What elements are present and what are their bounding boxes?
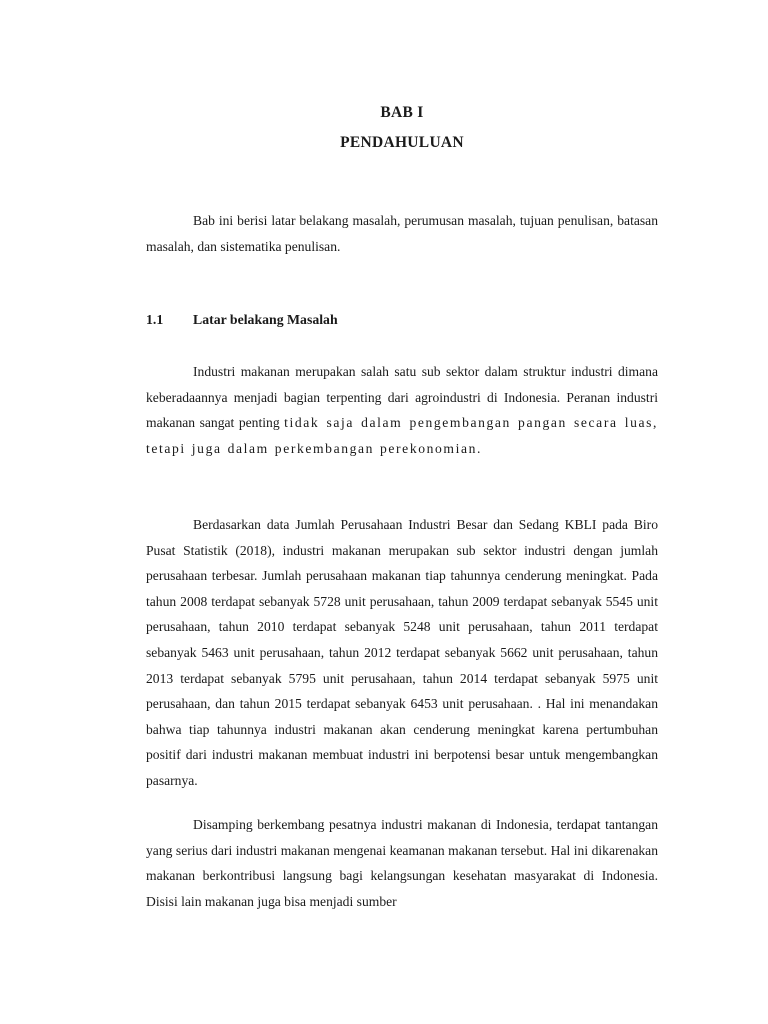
chapter-number: BAB I (380, 104, 424, 121)
paragraph-food-industry-role (146, 359, 658, 461)
intro-paragraph: Bab ini berisi latar belakang masalah, perumusan masalah, tujuan penulisan, batasan masalah, dan sistematika penulisan. (146, 213, 658, 254)
section-number: 1.1 (146, 312, 164, 327)
paragraph-text: Industri makanan merupakan salah satu sub sektor dalam struktur industri dimana keberadaannya menjadi bagian terpenting dari agroindustri di Indonesia. Peranan industri makanan sangat penting (146, 364, 658, 431)
section-title: Latar belakang Masalah (193, 312, 338, 327)
section-heading (146, 312, 658, 328)
paragraph-text-spaced: tidak saja dalam pengembangan pangan secara luas, tetapi juga dalam perkembangan perekonomian. (146, 415, 658, 456)
chapter-title: PENDAHULUAN (340, 134, 464, 151)
paragraph-food-safety: Disamping berkembang pesatnya industri makanan di Indonesia, terdapat tantangan yang serius dari industri makanan mengenai keamanan makanan tersebut. Hal ini dikarenakan makanan berkontribusi langsung bagi kelangsungan kesehatan masyarakat di Indonesia. Disisi lain makanan juga bisa menjadi sumber (146, 817, 658, 909)
paragraph-company-statistics: Berdasarkan data Jumlah Perusahaan Industri Besar dan Sedang KBLI pada Biro Pusat Statistik (2018), industri makanan merupakan sub sektor industri dengan jumlah perusahaan terbesar. Jumlah perusahaan makanan tiap tahunnya cenderung meningkat. Pada tahun 2008 terdapat sebanyak 5728 unit perusahaan, tahun 2009 terdapat sebanyak 5545 unit perusahaan, tahun 2010 terdapat sebanyak 5248 unit perusahaan, tahun 2011 terdapat sebanyak 5463 unit perusahaan, tahun 2012 terdapat sebanyak 5662 unit perusahaan, tahun 2013 terdapat sebanyak 5795 unit perusahaan, tahun 2014 terdapat sebanyak 5975 unit perusahaan, dan tahun 2015 terdapat sebanyak 6453 unit perusahaan. . Hal ini menandakan bahwa tiap tahunnya industri makanan akan cenderung meningkat karena pertumbuhan positif dari industri makanan membuat industri ini berpotensi besar untuk mengembangkan pasarnya. (146, 517, 658, 788)
